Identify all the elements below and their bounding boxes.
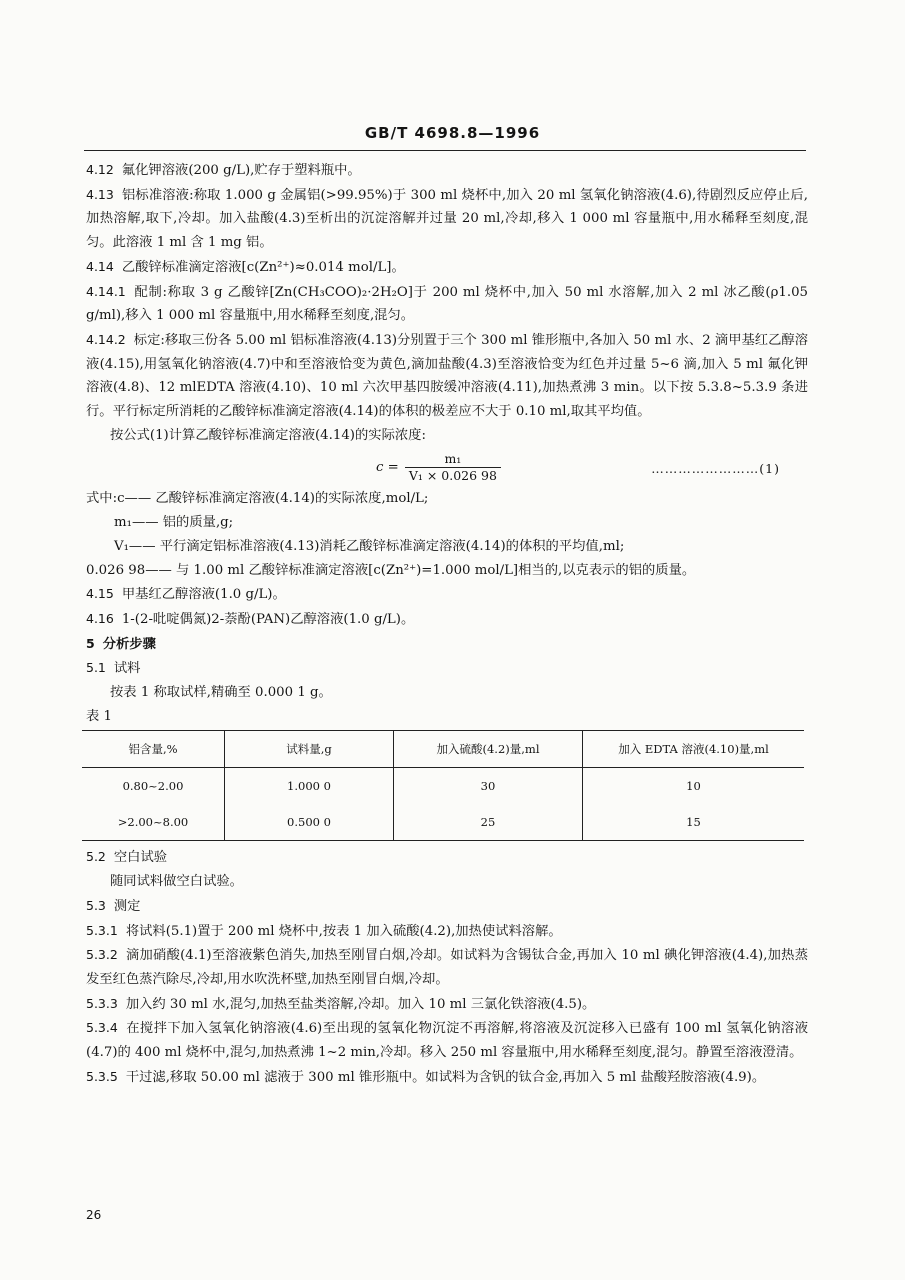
- item-text: 1-(2-吡啶偶氮)2-萘酚(PAN)乙醇溶液(1.0 g/L)。: [121, 611, 415, 627]
- table-cell: 10: [583, 768, 805, 805]
- section-title: 试料: [113, 661, 141, 677]
- table-1: [82, 730, 804, 841]
- formula-1: [86, 451, 808, 487]
- table-header-cell: 试料量,g: [225, 731, 394, 768]
- formula-def-c: 式中:c—— 乙酸锌标准滴定溶液(4.14)的实际浓度,mol/L;: [86, 491, 429, 507]
- formula-lhs: c =: [376, 460, 399, 476]
- formula-expression: [376, 451, 501, 484]
- item-5-3-3: [86, 992, 808, 1017]
- item-text: 标定:移取三份各 5.00 ml 铝标准溶液(4.13)分别置于三个 300 ml 锥形瓶中,各加入 50 ml 水、2 滴甲基红乙醇溶液(4.15),用氢氧化钠溶液(4.7)中和至溶液恰变为黄色,滴加盐酸(4.3)至溶液恰变为红色并过量 5~6 滴,加入 5 ml 氟化钾溶液(4.8)、12 mlEDTA 溶液(4.10)、10 ml 六次甲基四胺缓冲溶液(4.11),加热煮沸 3 min。以下按 5.3.8~5.3.9 条进行。平行标定所消耗的乙酸锌标准滴定溶液(4.14)的体积的极差应不大于 0.10 ml,取其平均值。: [86, 332, 808, 420]
- standard-number-header: GB/T 4698.8—1996: [364, 124, 541, 142]
- section-5-2-text: 随同试料做空白试验。: [110, 874, 243, 890]
- table-cell: 0.80~2.00: [122, 778, 184, 793]
- table-row: [82, 804, 804, 841]
- item-number: 4.14.2: [86, 331, 126, 347]
- item-5-3-2: [86, 943, 808, 991]
- item-text: 氟化钾溶液(200 g/L),贮存于塑料瓶中。: [121, 163, 361, 178]
- section-5-2-heading: [86, 845, 808, 870]
- item-4-12: [86, 158, 808, 183]
- item-text: 甲基红乙醇溶液(1.0 g/L)。: [121, 587, 286, 603]
- item-4-14-1: [86, 280, 808, 328]
- item-5-3-1: [86, 919, 808, 944]
- item-text: 加入约 30 ml 水,混匀,加热至盐类溶解,冷却。加入 10 ml 三氯化铁溶液(4.5)。: [125, 996, 596, 1012]
- item-4-14-2: [86, 328, 808, 424]
- item-number: 4.13: [86, 186, 114, 202]
- table-cell: >2.00~8.00: [117, 814, 189, 829]
- section-title: 空白试验: [113, 850, 168, 866]
- table-header-cell: 加入硫酸(4.2)量,ml: [394, 731, 583, 768]
- item-5-3-4: [86, 1016, 808, 1064]
- item-4-16: [86, 607, 808, 632]
- item-text: 配制:称取 3 g 乙酸锌[Zn(CH₃COO)₂·2H₂O]于 200 ml 烧杯中,加入 50 ml 水溶解,加入 2 ml 冰乙酸(ρ1.05 g/ml),移入 1 000 ml 容量瓶中,用水稀释至刻度,混匀。: [86, 284, 808, 324]
- item-number: 5.3.1: [86, 922, 118, 938]
- table-cell: 1.000 0: [225, 768, 394, 805]
- section-number: 5.3: [86, 897, 106, 913]
- item-text: 铝标准溶液:称取 1.000 g 金属铝(>99.95%)于 300 ml 烧杯中,加入 20 ml 氢氧化钠溶液(4.6),待剧烈反应停止后,加热溶解,取下,冷却。加入盐酸(4.3)至析出的沉淀溶解并过量 20 ml,冷却,移入 1 000 ml 容量瓶中,用水稀释至刻度,混匀。此溶液 1 ml 含 1 mg 铝。: [86, 187, 808, 251]
- formula-denominator: V₁ × 0.026 98: [405, 467, 501, 484]
- item-text: 将试料(5.1)置于 200 ml 烧杯中,按表 1 加入硫酸(4.2),加热使试料溶解。: [125, 923, 562, 939]
- section-number: 5: [86, 635, 95, 651]
- item-number: 5.3.5: [86, 1068, 118, 1084]
- section-number: 5.2: [86, 849, 106, 865]
- table-cell: 15: [583, 804, 805, 841]
- section-number: 5.1: [86, 660, 106, 676]
- section-5-1-heading: [86, 656, 808, 681]
- table-header-cell: 加入 EDTA 溶液(4.10)量,ml: [583, 731, 805, 768]
- section-title: 测定: [113, 898, 141, 914]
- formula-numerator: m₁: [444, 451, 462, 467]
- item-5-3-5: [86, 1065, 808, 1090]
- formula-def-constant: 0.026 98—— 与 1.00 ml 乙酸锌标准滴定溶液[c(Zn²⁺)=1.000 mol/L]相当的,以克表示的铝的质量。: [86, 562, 696, 578]
- item-number: 4.14: [86, 258, 114, 274]
- section-title: 分析步骤: [102, 636, 156, 652]
- section-5-1-text: 按表 1 称取试样,精确至 0.000 1 g。: [110, 685, 332, 701]
- equation-number: ……………………(1): [651, 461, 780, 477]
- item-4-14: [86, 255, 808, 280]
- table-header-cell: 铝含量,%: [128, 741, 178, 756]
- page-number: 26: [86, 1208, 102, 1222]
- item-number: 4.14.1: [86, 283, 126, 299]
- table-1-caption: 表 1: [86, 708, 112, 724]
- item-number: 4.12: [86, 162, 114, 177]
- item-text: 滴加硝酸(4.1)至溶液紫色消失,加热至刚冒白烟,冷却。如试料为含锡钛合金,再加入 10 ml 碘化钾溶液(4.4),加热蒸发至红色蒸汽除尽,冷却,用水吹洗杯壁,加热至刚冒白烟,冷却。: [86, 948, 808, 987]
- table-header-row: [82, 731, 804, 768]
- formula-def-v1: V₁—— 平行滴定铝标准溶液(4.13)消耗乙酸锌标准滴定溶液(4.14)的体积的平均值,ml;: [114, 538, 625, 554]
- item-4-15: [86, 582, 808, 607]
- table-cell: 0.500 0: [225, 804, 394, 841]
- item-number: 5.3.2: [86, 947, 118, 963]
- document-body: [86, 158, 808, 1090]
- formula-intro: 按公式(1)计算乙酸锌标准滴定溶液(4.14)的实际浓度:: [110, 427, 426, 443]
- section-5-heading: [86, 632, 808, 657]
- item-text: 干过滤,移取 50.00 ml 滤液于 300 ml 锥形瓶中。如试料为含钒的钛合金,再加入 5 ml 盐酸羟胺溶液(4.9)。: [125, 1069, 766, 1085]
- item-number: 5.3.3: [86, 995, 118, 1011]
- item-4-13: [86, 183, 808, 255]
- item-text: 乙酸锌标准滴定溶液[c(Zn²⁺)≈0.014 mol/L]。: [121, 259, 405, 275]
- item-number: 4.16: [86, 610, 114, 626]
- table-cell: 25: [394, 804, 583, 841]
- item-number: 5.3.4: [86, 1020, 118, 1036]
- formula-def-m1: m₁—— 铝的质量,g;: [114, 515, 234, 531]
- item-number: 4.15: [86, 586, 114, 602]
- table-cell: 30: [394, 768, 583, 805]
- section-5-3-heading: [86, 894, 808, 919]
- item-text: 在搅拌下加入氢氧化钠溶液(4.6)至出现的氢氧化物沉淀不再溶解,将溶液及沉淀移入已盛有 100 ml 氢氧化钠溶液(4.7)的 400 ml 烧杯中,混匀,加热煮沸 1~2 min,冷却。移入 250 ml 容量瓶中,用水稀释至刻度,混匀。静置至溶液澄清。: [86, 1021, 808, 1061]
- header-rule: [84, 150, 806, 151]
- table-row: [82, 768, 804, 805]
- formula-fraction: [405, 451, 501, 484]
